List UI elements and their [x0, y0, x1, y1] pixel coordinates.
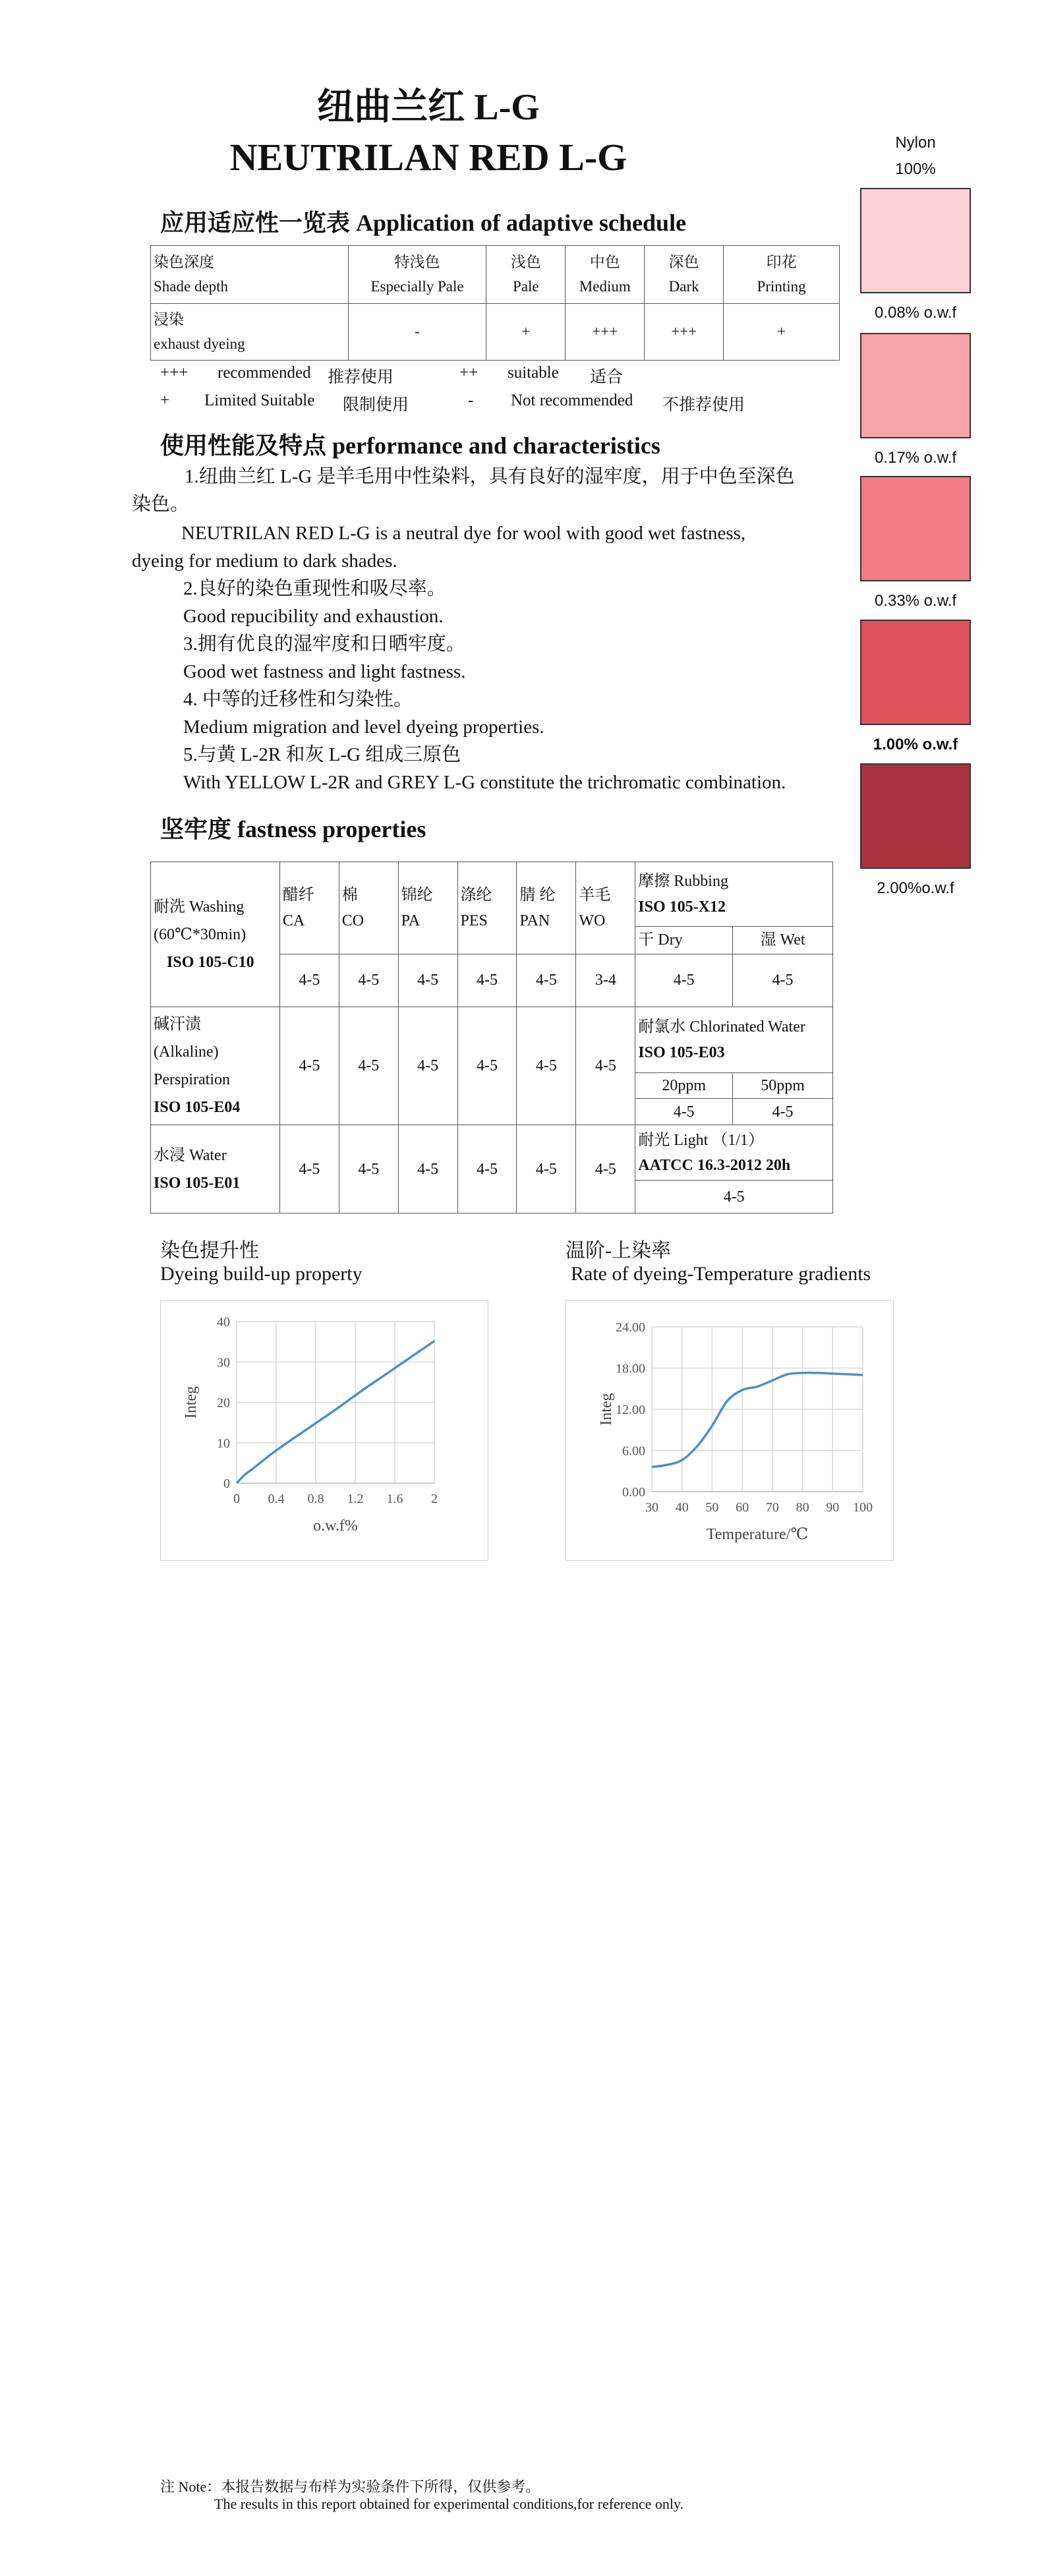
- rubbing-cell: 摩擦 Rubbing ISO 105-X12: [635, 862, 833, 927]
- y-tick-label: 30: [217, 1355, 230, 1370]
- legend-sym-limited: +: [160, 392, 170, 409]
- chlorinated-20ppm-value: 4-5: [635, 1099, 733, 1125]
- x-tick-label: 0: [233, 1492, 240, 1506]
- adaptive-exhaust-row: [151, 304, 840, 361]
- x-tick-label: 70: [765, 1500, 779, 1515]
- fiber-pa: 锦纶 PA: [398, 862, 457, 954]
- value-printing: +: [724, 304, 840, 361]
- fastness-heading: [160, 811, 426, 844]
- performance-p1-en-a: NEUTRILAN RED L-G is a neutral dye for wool with good wet fastness,: [181, 523, 746, 544]
- rubbing-wet-value: 4-5: [733, 954, 833, 1007]
- water-value-pes: 4-5: [457, 1125, 517, 1214]
- washing-cell: 耐洗 Washing (60℃*30min) ISO 105-C10: [151, 862, 280, 1007]
- legend-sym-suitable: ++: [459, 364, 479, 382]
- legend-en-recommended: recommended: [218, 364, 311, 382]
- perspiration-value-co: 4-5: [339, 1007, 398, 1125]
- adaptive-heading-cn: 应用适应性一览表: [160, 210, 351, 236]
- fastness-heading-cn: 坚牢度: [160, 816, 232, 842]
- water-value-pa: 4-5: [398, 1125, 457, 1214]
- swatch-label-3: 0.33% o.w.f: [874, 592, 957, 610]
- performance-p3-cn: 3.拥有优良的湿牢度和日晒牢度。: [183, 633, 465, 655]
- performance-p5-en: With YELLOW L-2R and GREY L-G constitute the trichromatic combination.: [183, 772, 786, 793]
- y-axis-label: Integ: [598, 1393, 615, 1426]
- legend-cn-recommended: 推荐使用: [328, 368, 394, 386]
- fastness-heading-en: fastness properties: [237, 816, 426, 842]
- value-pale: +: [486, 304, 566, 361]
- performance-heading-cn: 使用性能及特点: [160, 432, 327, 459]
- y-tick-label: 40: [217, 1315, 230, 1330]
- chart1-frame: [160, 1300, 488, 1561]
- swatch-label-5: 2.00%o.w.f: [877, 879, 954, 897]
- washing-value-co: 4-5: [339, 954, 398, 1007]
- legend-sym-not-recommended: -: [468, 392, 474, 409]
- washing-value-wo: 3-4: [576, 954, 635, 1007]
- swatch-2: [860, 333, 971, 438]
- note-line2: The results in this report obtained for experimental conditions,for reference only.: [214, 2496, 684, 2512]
- fiber-co: 棉 CO: [339, 862, 398, 954]
- title-en: NEUTRILAN RED L-G: [229, 136, 627, 179]
- swatch-1: [860, 188, 971, 293]
- exhaust-dyeing-cell: 浸染 exhaust dyeing: [151, 304, 349, 361]
- x-tick-label: 40: [675, 1500, 689, 1515]
- performance-p3-en: Good wet fastness and light fastness.: [183, 661, 466, 682]
- washing-value-pa: 4-5: [398, 954, 457, 1007]
- legend-sym-recommended: +++: [160, 364, 189, 382]
- adaptive-heading-en: Application of adaptive schedule: [356, 210, 687, 236]
- fiber-wo: 羊毛 WO: [576, 862, 635, 954]
- performance-heading: [160, 427, 660, 461]
- temperature-chart: [566, 1301, 893, 1560]
- water-value-wo: 4-5: [576, 1125, 635, 1214]
- value-medium: +++: [566, 304, 645, 361]
- col-medium: 中色 Medium: [566, 246, 645, 304]
- performance-p5-cn: 5.与黄 L-2R 和灰 L-G 组成三原色: [183, 744, 461, 765]
- perspiration-value-wo: 4-5: [576, 1007, 635, 1125]
- swatch-4: [860, 620, 971, 725]
- performance-p4-cn: 4. 中等的迁移性和匀染性。: [183, 689, 413, 710]
- performance-p1-en-b: dyeing for medium to dark shades.: [132, 550, 397, 571]
- chlorinated-50ppm-label: 50ppm: [733, 1073, 833, 1099]
- water-value-co: 4-5: [339, 1125, 398, 1214]
- washing-value-ca: 4-5: [279, 954, 339, 1007]
- swatch-3: [860, 476, 971, 581]
- water-cell: 水浸 Water ISO 105-E01: [151, 1125, 280, 1214]
- washing-value-pes: 4-5: [457, 954, 517, 1007]
- y-tick-label: 12.00: [616, 1403, 645, 1417]
- swatch-label-1: 0.08% o.w.f: [874, 304, 957, 322]
- water-row: [151, 1125, 833, 1181]
- chlorinated-cell: 耐氯水 Chlorinated Water ISO 105-E03: [635, 1007, 833, 1073]
- y-tick-label: 0.00: [622, 1485, 645, 1500]
- performance-p1-cn-b: 染色。: [132, 494, 190, 515]
- fiber-ca: 醋纤 CA: [279, 862, 339, 954]
- x-tick-label: 0.4: [268, 1492, 285, 1506]
- fiber-pes: 涤纶 PES: [457, 862, 517, 954]
- legend-cn-limited: 限制使用: [343, 396, 409, 414]
- rubbing-dry-label: 干 Dry: [635, 927, 733, 954]
- chart2-frame: [566, 1300, 894, 1561]
- col-pale: 浅色 Pale: [486, 246, 566, 304]
- adaptive-heading: [160, 204, 686, 238]
- perspiration-row: [151, 1007, 833, 1073]
- water-value-pan: 4-5: [517, 1125, 576, 1214]
- fiber-pan: 腈 纶 PAN: [517, 862, 576, 954]
- x-tick-label: 90: [826, 1500, 840, 1515]
- legend-en-not-recommended: Not recommended: [511, 392, 633, 409]
- x-tick-label: 0.8: [307, 1492, 324, 1506]
- perspiration-value-pes: 4-5: [457, 1007, 517, 1125]
- chlorinated-50ppm-value: 4-5: [733, 1099, 833, 1125]
- y-tick-label: 18.00: [616, 1361, 645, 1376]
- swatch-label-4: 1.00% o.w.f: [873, 736, 958, 753]
- x-axis-label: Temperature/℃: [706, 1526, 809, 1543]
- washing-value-pan: 4-5: [517, 954, 576, 1007]
- x-axis-label: o.w.f%: [313, 1517, 358, 1535]
- x-tick-label: 30: [645, 1500, 658, 1515]
- x-tick-label: 1.6: [386, 1492, 403, 1506]
- performance-p2-cn: 2.良好的染色重现性和吸尽率。: [183, 578, 446, 599]
- light-cell: 耐光 Light （1/1） AATCC 16.3-2012 20h: [635, 1125, 833, 1181]
- value-dark: +++: [645, 304, 724, 361]
- legend-en-limited: Limited Suitable: [204, 392, 315, 409]
- light-value: 4-5: [635, 1181, 833, 1214]
- perspiration-value-pan: 4-5: [517, 1007, 576, 1125]
- buildup-chart: [161, 1301, 488, 1560]
- col-dark: 深色 Dark: [645, 246, 724, 304]
- swatch-header-percent: 100%: [895, 160, 936, 178]
- rubbing-wet-label: 湿 Wet: [733, 927, 833, 954]
- perspiration-value-ca: 4-5: [279, 1007, 339, 1125]
- perspiration-cell: 碱汗渍 (Alkaline) Perspiration ISO 105-E04: [151, 1007, 280, 1125]
- y-tick-label: 20: [217, 1395, 230, 1411]
- x-tick-label: 100: [853, 1500, 873, 1515]
- y-tick-label: 0: [223, 1477, 230, 1491]
- rubbing-dry-value: 4-5: [635, 954, 733, 1007]
- adaptive-header-row: [151, 246, 840, 304]
- perspiration-value-pa: 4-5: [398, 1007, 457, 1125]
- legend-en-suitable: suitable: [508, 364, 559, 382]
- shade-depth-cell: 染色深度 Shade depth: [151, 246, 349, 304]
- swatch-5: [860, 763, 971, 869]
- col-especially-pale: 特浅色 Especially Pale: [348, 246, 486, 304]
- title-cn: 纽曲兰红 L-G: [317, 87, 540, 128]
- value-especially-pale: -: [348, 304, 486, 361]
- x-tick-label: 80: [796, 1500, 809, 1515]
- legend-cn-suitable: 适合: [590, 368, 624, 386]
- chart1-subtitle: Dyeing build-up property: [160, 1263, 363, 1285]
- series-line: [652, 1373, 863, 1467]
- fastness-fiber-row: [151, 862, 833, 927]
- water-value-ca: 4-5: [279, 1125, 339, 1214]
- x-tick-label: 2: [431, 1492, 438, 1506]
- col-printing: 印花 Printing: [724, 246, 840, 304]
- swatch-label-2: 0.17% o.w.f: [874, 449, 957, 467]
- swatch-header-nylon: Nylon: [895, 134, 936, 152]
- x-tick-label: 1.2: [347, 1492, 364, 1506]
- chart2-title: 温阶-上染率: [566, 1240, 671, 1262]
- chart1-title: 染色提升性: [160, 1240, 259, 1262]
- x-tick-label: 50: [705, 1500, 719, 1515]
- performance-p1-cn-a: 1.纽曲兰红 L-G 是羊毛用中性染料，具有良好的湿牢度，用于中色至深色: [185, 466, 795, 487]
- performance-p4-en: Medium migration and level dyeing properties.: [183, 717, 544, 738]
- fastness-table: [150, 862, 833, 1214]
- y-tick-label: 24.00: [616, 1320, 645, 1335]
- y-axis-label: Integ: [183, 1386, 200, 1419]
- y-tick-label: 6.00: [622, 1444, 645, 1459]
- y-tick-label: 10: [217, 1436, 230, 1451]
- chlorinated-20ppm-label: 20ppm: [635, 1073, 733, 1099]
- x-tick-label: 60: [736, 1500, 749, 1515]
- note-line1: 注 Note：本报告数据与布样为实验条件下所得，仅供参考。: [160, 2478, 540, 2495]
- legend-cn-not-recommended: 不推荐使用: [662, 396, 745, 414]
- adaptive-table: [150, 245, 840, 361]
- performance-heading-en: performance and characteristics: [332, 432, 660, 459]
- performance-p2-en: Good repucibility and exhaustion.: [183, 606, 444, 627]
- chart2-subtitle: Rate of dyeing-Temperature gradients: [571, 1263, 871, 1285]
